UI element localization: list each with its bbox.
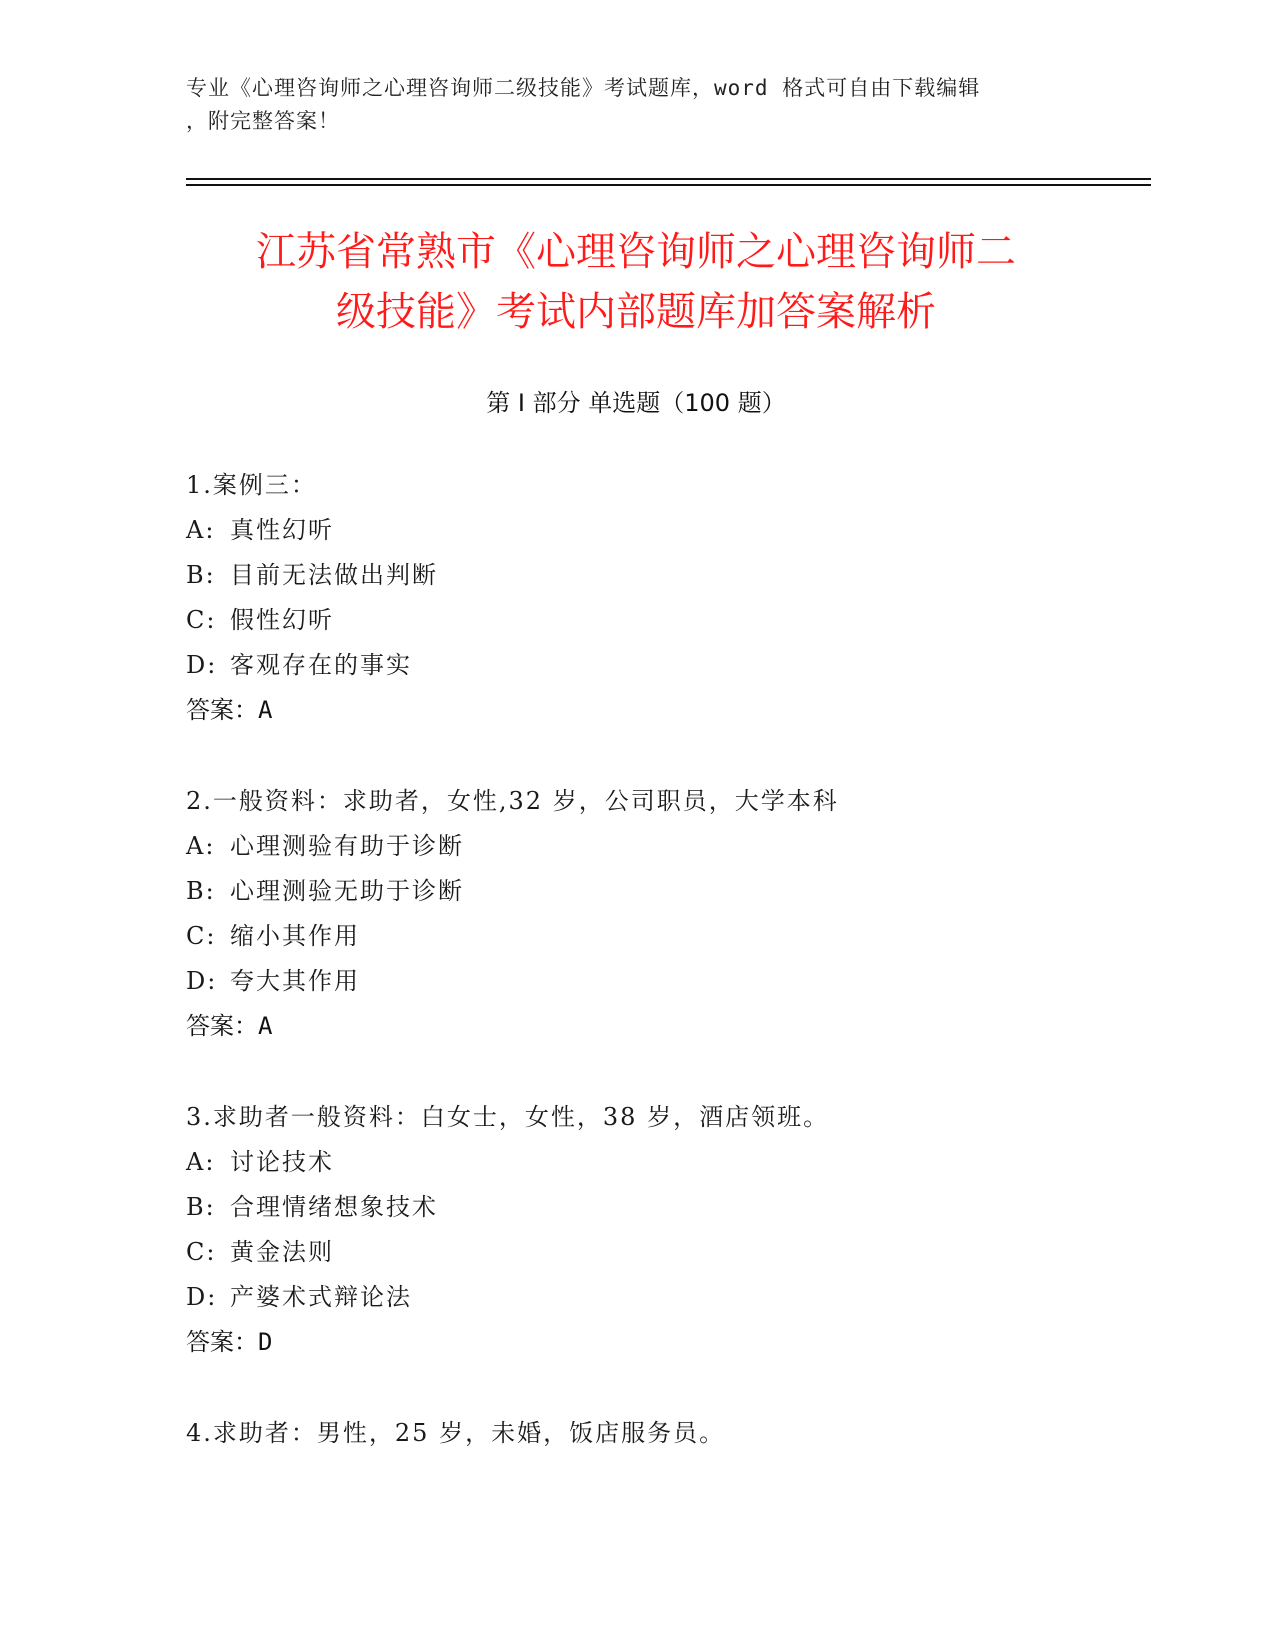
option-d (186, 643, 1136, 688)
option-letter: C: (186, 1238, 217, 1266)
option-letter: A: (186, 832, 216, 860)
answer-label: 答案： (186, 1328, 258, 1356)
question-3 (186, 1095, 1136, 1365)
option-text: 心理测验有助于诊断 (230, 832, 464, 860)
option-text: 假性幻听 (230, 606, 334, 634)
option-letter: B: (186, 877, 216, 905)
option-text: 目前无法做出判断 (230, 561, 438, 589)
document-header-note (186, 72, 1086, 138)
header-note-line-1: 专业《心理咨询师之心理咨询师二级技能》考试题库，word 格式可自由下载编辑 (186, 76, 981, 100)
option-a (186, 1140, 1136, 1185)
document-title-line-1: 江苏省常熟市《心理咨询师之心理咨询师二 (256, 229, 1016, 275)
answer-line (186, 688, 1136, 733)
question-2 (186, 779, 1136, 1049)
option-letter: C: (186, 922, 217, 950)
option-text: 合理情绪想象技术 (230, 1193, 438, 1221)
question-stem: 1.案例三： (186, 471, 317, 499)
header-divider-bottom (186, 184, 1151, 186)
option-a (186, 508, 1136, 553)
option-b (186, 869, 1136, 914)
question-stem: 4.求助者：男性，25 岁，未婚，饭店服务员。 (186, 1419, 726, 1447)
option-text: 缩小其作用 (230, 922, 360, 950)
option-text: 讨论技术 (230, 1148, 334, 1176)
option-letter: B: (186, 1193, 216, 1221)
answer-line (186, 1320, 1136, 1365)
answer-value: A (258, 696, 273, 724)
option-a (186, 824, 1136, 869)
section-heading: 第 I 部分 单选题（100 题） (486, 389, 786, 417)
option-text: 心理测验无助于诊断 (230, 877, 464, 905)
document-title-line-2: 级技能》考试内部题库加答案解析 (336, 289, 936, 335)
option-text: 产婆术式辩论法 (230, 1283, 412, 1311)
option-text: 真性幻听 (230, 516, 334, 544)
option-text: 黄金法则 (230, 1238, 334, 1266)
option-letter: B: (186, 561, 216, 589)
option-letter: A: (186, 1148, 216, 1176)
option-b (186, 1185, 1136, 1230)
question-stem: 3.求助者一般资料：白女士，女性，38 岁，酒店领班。 (186, 1103, 830, 1131)
question-1 (186, 463, 1136, 733)
header-divider-top (186, 178, 1151, 180)
header-note-line-2: ，附完整答案！ (186, 109, 340, 133)
option-d (186, 959, 1136, 1004)
option-d (186, 1275, 1136, 1320)
option-text: 夸大其作用 (230, 967, 360, 995)
option-letter: D: (186, 967, 218, 995)
option-letter: A: (186, 516, 216, 544)
question-stem: 2.一般资料：求助者，女性,32 岁，公司职员，大学本科 (186, 787, 839, 815)
option-c (186, 1230, 1136, 1275)
answer-label: 答案： (186, 1012, 258, 1040)
option-b (186, 553, 1136, 598)
question-4 (186, 1411, 1136, 1456)
answer-label: 答案： (186, 696, 258, 724)
answer-value: A (258, 1012, 273, 1040)
answer-line (186, 1004, 1136, 1049)
document-title (186, 222, 1086, 342)
answer-value: D (258, 1328, 273, 1356)
option-c (186, 598, 1136, 643)
option-c (186, 914, 1136, 959)
option-letter: D: (186, 651, 218, 679)
option-text: 客观存在的事实 (230, 651, 412, 679)
option-letter: C: (186, 606, 217, 634)
option-letter: D: (186, 1283, 218, 1311)
